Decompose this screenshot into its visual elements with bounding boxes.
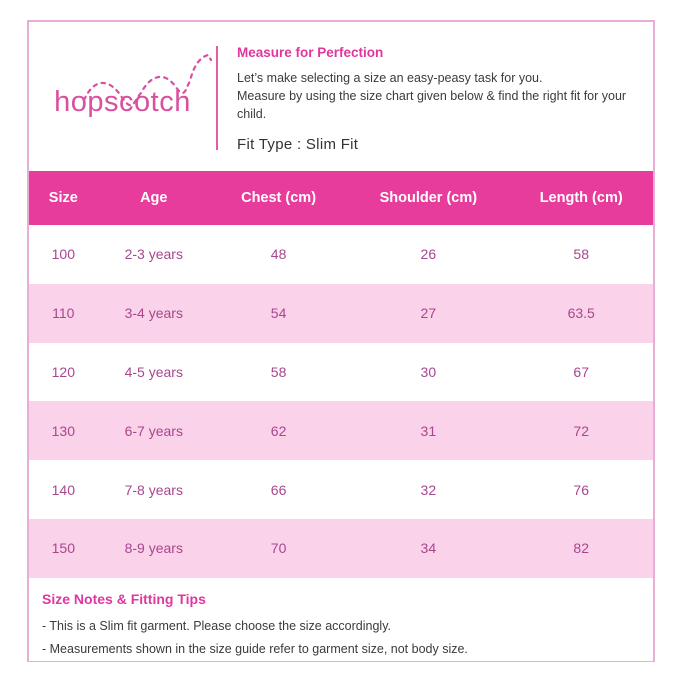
cell-size: 100 [51, 246, 75, 263]
table-row [29, 225, 653, 284]
header-section [29, 22, 653, 171]
fit-type-label: Fit Type : Slim Fit [237, 136, 359, 153]
notes-title: Size Notes & Fitting Tips [42, 590, 206, 607]
cell-length: 72 [573, 422, 589, 439]
brand-logo [29, 22, 216, 171]
cell-size: 120 [51, 363, 75, 380]
cell-chest: 54 [270, 305, 287, 322]
cell-chest: 58 [270, 363, 287, 380]
cell-length: 76 [573, 481, 589, 498]
cell-age: 3-4 years [124, 305, 183, 322]
table-row [29, 343, 653, 402]
cell-length: 58 [573, 246, 589, 263]
size-table [29, 171, 653, 578]
cell-size: 150 [51, 540, 75, 557]
intro-line-2: Measure by using the size chart given below & find the right fit for your child. [237, 89, 627, 121]
note-item: - Measurements shown in the size guide refer to garment size, not body size. [42, 641, 468, 656]
cell-shoulder: 26 [420, 246, 437, 263]
intro-title: Measure for Perfection [237, 45, 384, 60]
cell-chest: 70 [270, 540, 287, 557]
column-header-shoulder: Shoulder (cm) [379, 190, 478, 206]
column-header-size: Size [48, 190, 78, 206]
brand-logo-text: hopscotch [54, 86, 191, 118]
cell-shoulder: 34 [420, 540, 437, 557]
notes-section [29, 578, 653, 661]
cell-chest: 48 [270, 246, 287, 263]
cell-length: 67 [573, 363, 589, 380]
cell-size: 140 [51, 481, 75, 498]
cell-age: 8-9 years [124, 540, 183, 557]
table-header-row [29, 171, 653, 225]
table-row [29, 284, 653, 343]
cell-chest: 66 [270, 481, 287, 498]
cell-shoulder: 32 [420, 481, 437, 498]
column-header-length: Length (cm) [539, 190, 623, 206]
table-row [29, 401, 653, 460]
cell-age: 6-7 years [124, 422, 183, 439]
column-header-age: Age [140, 190, 168, 206]
cell-shoulder: 31 [420, 422, 437, 439]
cell-size: 130 [51, 422, 75, 439]
content-frame [27, 20, 655, 662]
cell-age: 2-3 years [124, 246, 183, 263]
intro-block [218, 22, 653, 171]
cell-length: 63.5 [567, 305, 595, 322]
cell-age: 7-8 years [124, 481, 183, 498]
table-row [29, 519, 653, 578]
table-row [29, 460, 653, 519]
column-header-chest: Chest (cm) [241, 190, 317, 206]
note-item: - This is a Slim fit garment. Please choose the size accordingly. [42, 618, 391, 633]
cell-size: 110 [52, 305, 75, 322]
cell-age: 4-5 years [124, 363, 183, 380]
cell-length: 82 [573, 540, 589, 557]
cell-shoulder: 27 [420, 305, 437, 322]
cell-chest: 62 [270, 422, 287, 439]
cell-shoulder: 30 [420, 363, 437, 380]
intro-line-1: Let’s make selecting a size an easy-peasy task for you. [237, 71, 543, 85]
